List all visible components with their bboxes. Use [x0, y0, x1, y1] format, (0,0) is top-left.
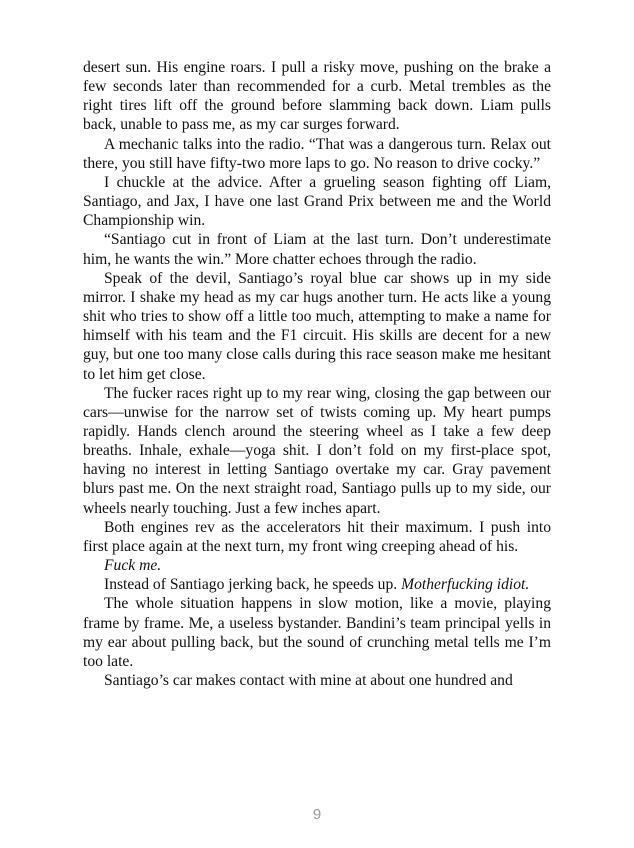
paragraph-9-text: Instead of Santiago jerking back, he speeds up. [104, 576, 398, 594]
paragraph-11: Santiago’s car makes contact with mine at about one hundred and [104, 672, 513, 689]
paragraph-4: “Santiago cut in front of Liam at the last turn. Don’t underestimate him, he wants the win.” More chatter echoes through the radio. [83, 231, 551, 268]
italic-thought: Fuck me. [104, 557, 162, 575]
page-body [83, 58, 551, 690]
paragraph-9 [83, 575, 551, 594]
paragraph-6: The fucker races right up to my rear wing, closing the gap between our cars—unwise for the narrow set of twists coming up. My heart pumps rapidly. Hands clench around the steering wheel as I take a few deep breaths. Inhale, exhale—yoga shit. I don’t fold on my first-place spot, having no interest in letting Santiago overtake my car. Gray pavement blurs past me. On the next straight road, Santiago pulls up to my side, our wheels nearly touching. Just a few inches apart. [83, 384, 551, 517]
paragraph-1: desert sun. His engine roars. I pull a risky move, pushing on the brake a few seconds later than recommended for a curb. Metal trembles as the right tires lift off the ground before slamming back down. Liam pulls back, unable to pass me, as my car surges forward. [83, 59, 551, 134]
paragraph-10: The whole situation happens in slow motion, like a movie, playing frame by frame. Me, a useless bystander. Bandini’s team principal yells in my ear about pulling back, but the sound of crunching metal tells me I’m too late. [83, 595, 551, 670]
italic-thought-2: Motherfucking idiot. [401, 576, 530, 594]
page-number: 9 [312, 806, 322, 823]
paragraph-5: Speak of the devil, Santiago’s royal blue car shows up in my side mirror. I shake my head as my car hugs another turn. He acts like a young shit who tries to show off a little too much, attempting to make a name for himself with his team and the F1 circuit. His skills are decent for a new guy, but one too many close calls during this race season make me hesitant to let him get close. [83, 269, 551, 383]
paragraph-7: Both engines rev as the accelerators hit their maximum. I push into first place again at the next turn, my front wing creeping ahead of his. [83, 518, 551, 555]
paragraph-8 [83, 556, 551, 575]
paragraph-3: I chuckle at the advice. After a grueling season fighting off Liam, Santiago, and Jax, I have one last Grand Prix between me and the World Championship win. [83, 173, 551, 230]
paragraph-2: A mechanic talks into the radio. “That was a dangerous turn. Relax out there, you still have fifty-two more laps to go. No reason to drive cocky.” [83, 135, 551, 172]
